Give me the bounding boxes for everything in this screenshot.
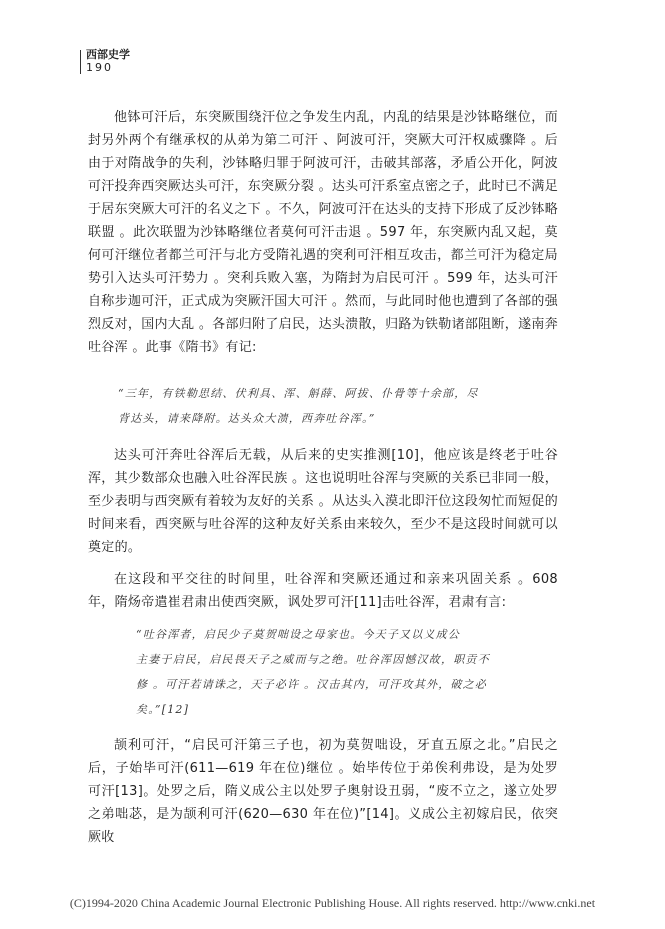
quote-2 (136, 622, 536, 722)
page-number: 190 (86, 61, 113, 74)
paragraph-2: 达头可汗奔吐谷浑后无载，从后来的史实推测[10]，他应该是终老于吐谷浑，其少数部众也融入吐谷浑民族 。这也说明吐谷浑与突厥的关系已非同一般，至少表明与西突厥有着较为友好的关系 。从达头入漠北即汗位这段匆忙而短促的时间来看，西突厥与吐谷浑的这种友好关系由来较久，至少不是这段时间就可以奠定的。 (88, 448, 558, 555)
paragraph-3: 在这段和平交往的时间里，吐谷浑和突厥还通过和亲来巩固关系 。608 年，隋炀帝遣崔君肃出使西突厥，讽处罗可汗[11]击吐谷浑，君肃有言: (88, 572, 558, 610)
quote-2-line-4: 矣。”[12] (136, 703, 190, 716)
header-rule (80, 50, 81, 74)
quote-2-line-1: “吐谷浑者，启民少子莫贺咄设之母家也。今天子又以义成公 (136, 628, 461, 641)
copyright-footer: (C)1994-2020 China Academic Journal Electronic Publishing House. All rights reserved. http://www.cnki.net (69, 896, 596, 910)
quote-2-line-2: 主妻于启民，启民畏天子之威而与之绝。吐谷浑因憾汉故，职贡不 (136, 653, 490, 666)
paragraph-1: 他钵可汗后，东突厥围绕汗位之争发生内乱，内乱的结果是沙钵略继位，而封另外两个有继承权的从弟为第二可汗 、阿波可汗，突厥大可汗权威骤降 。后由于对隋战争的失利，沙钵略归罪于阿波可汗，击破其部落，矛盾公开化，阿波可汗投奔西突厥达头可汗，东突厥分裂 。达头可汗系室点密之子，此时已不满足于居东突厥大可汗的名义之下 。不久，阿波可汗在达头的支持下形成了反沙钵略联盟 。此次联盟为沙钵略继位者莫何可汗击退 。597 年，东突厥内乱又起，莫何可汗继位者都兰可汗与北方受隋礼遇的突利可汗相互攻击，都兰可汗为稳定局势引入达头可汗势力 。突利兵败入塞，为隋封为启民可汗 。599 年，达头可汗自称步迦可汗，正式成为突厥汗国大可汗 。然而，与此同时他也遭到了各部的强烈反对，国内大乱 。各部归附了启民，达头溃散，归路为铁勒诸部阻断，遂南奔吐谷浑 。此事《隋书》有记: (88, 110, 558, 355)
quote-1-line-1: “三年，有铁勒思结、伏利具、浑、斛薛、阿拔、仆骨等十余部，尽 (118, 387, 479, 400)
journal-title: 西部史学 (86, 48, 130, 61)
quote-1 (118, 381, 532, 431)
quote-1-line-2: 背达头，请来降附。达头众大溃，西奔吐谷浑。” (118, 412, 376, 425)
paragraph-4: 颉利可汗，“启民可汗第三子也，初为莫贺咄设，牙直五原之北。”启民之后，子始毕可汗(611—619 年在位)继位 。始毕传位于弟俟利弗设，是为处罗可汗[13]。处罗之后，隋义成公主以处罗子奥射设丑弱，“废不立之，遂立处罗之弟咄苾，是为颉利可汗(620—630 年在位)”[14]。义成公主初嫁启民，依突厥收 (88, 738, 558, 845)
running-header (86, 48, 130, 74)
quote-2-line-3: 修 。可汗若请诛之，天子必许 。汉击其内，可汗攻其外，破之必 (136, 678, 487, 691)
